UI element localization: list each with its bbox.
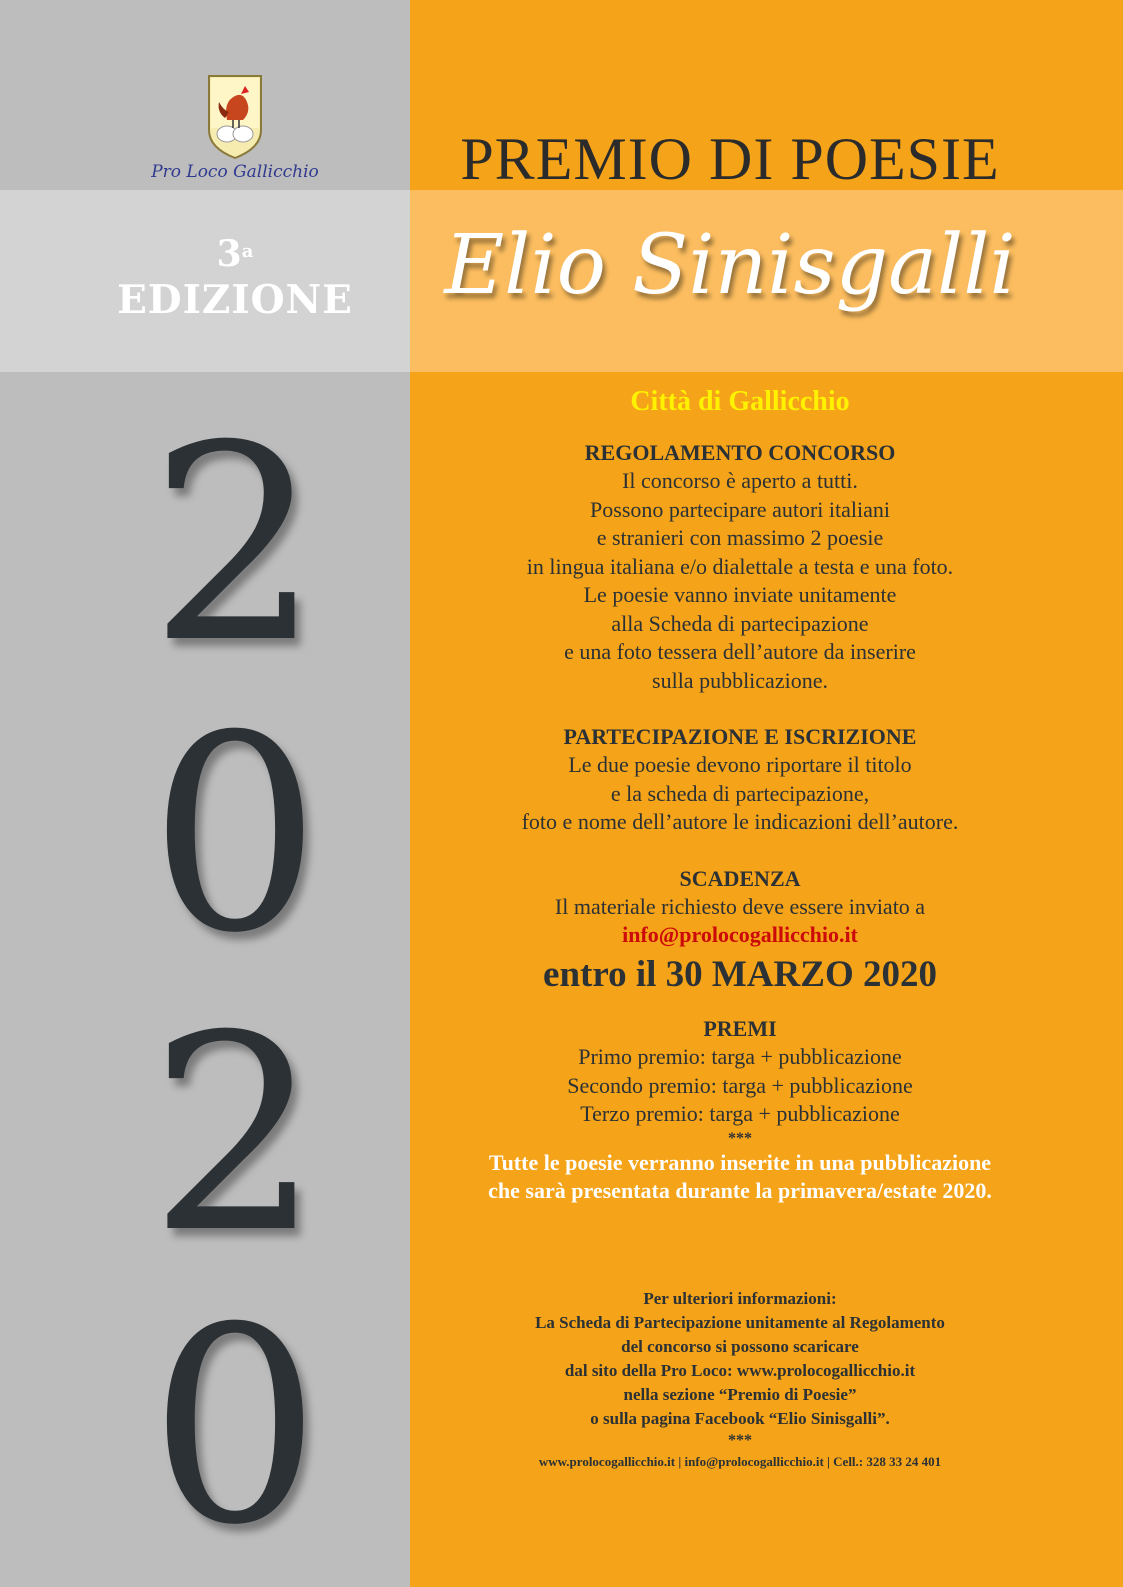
- email-link[interactable]: info@prolocogallicchio.it: [622, 922, 858, 947]
- body-line: e una foto tessera dell’autore da inserire: [564, 639, 916, 664]
- prize-line: Primo premio: targa + pubblicazione: [578, 1044, 902, 1069]
- info-line: del concorso si possono scaricare: [621, 1336, 859, 1356]
- body-line: Possono partecipare autori italiani: [590, 496, 890, 522]
- coat-of-arms-icon: [205, 72, 265, 160]
- prize-line: Secondo premio: targa + pubblicazione: [567, 1072, 913, 1098]
- deadline-text: entro il 30 MARZO 2020: [543, 954, 937, 995]
- poet-name: Elio Sinisgalli: [444, 218, 1016, 313]
- announcement-body: [420, 385, 1060, 1473]
- body-line: e stranieri con massimo 2 poesie: [596, 525, 884, 550]
- info-line: nella sezione “Premio di Poesie”: [623, 1384, 857, 1404]
- publication-note: Tutte le poesie verranno inserite in una pubblicazione: [488, 1149, 992, 1175]
- page-title: PREMIO DI POESIE: [460, 126, 1000, 192]
- pro-loco-logo: [150, 72, 320, 182]
- body-line: Le poesie vanno inviate unitamente: [583, 582, 897, 607]
- prize-line: Terzo premio: targa + pubblicazione: [580, 1101, 900, 1126]
- section-heading: REGOLAMENTO CONCORSO: [584, 440, 896, 465]
- edition-word: EDIZIONE: [117, 277, 353, 323]
- year-digit: 2: [149, 387, 321, 702]
- info-line: La Scheda di Partecipazione unitamente al Regolamento: [535, 1312, 945, 1332]
- body-line: foto e nome dell’autore le indicazioni dell’autore.: [521, 809, 959, 834]
- info-line: dal sito della Pro Loco: www.prolocogallicchio.it: [564, 1360, 916, 1380]
- city-name: Città di Gallicchio: [630, 386, 850, 417]
- year-digit: 0: [149, 677, 321, 992]
- section-heading: PARTECIPAZIONE E ISCRIZIONE: [563, 724, 917, 749]
- body-line: in lingua italiana e/o dialettale a testa e una foto.: [526, 553, 954, 579]
- body-line: Il concorso è aperto a tutti.: [622, 468, 858, 493]
- body-line: sulla pubblicazione.: [652, 667, 828, 693]
- publication-note: che sarà presentata durante la primavera/estate 2020.: [488, 1177, 992, 1203]
- separator: ***: [728, 1129, 752, 1147]
- body-line: e la scheda di partecipazione,: [610, 780, 870, 806]
- info-line: o sulla pagina Facebook “Elio Sinisgalli”.: [590, 1408, 890, 1428]
- section-heading: PREMI: [703, 1016, 777, 1041]
- separator: ***: [728, 1431, 752, 1449]
- year-digit: 0: [149, 1269, 321, 1584]
- section-heading: SCADENZA: [679, 865, 801, 891]
- body-line: Le due poesie devono riportare il titolo: [568, 752, 912, 777]
- footer-contacts: www.prolocogallicchio.it | info@prolocogallicchio.it | Cell.: 328 33 24 401: [538, 1453, 942, 1469]
- year-digit: 2: [149, 977, 321, 1292]
- edition-label: [0, 232, 470, 324]
- body-line: Il materiale richiesto deve essere inviato a: [554, 893, 926, 919]
- edition-number: 3$^a$: [216, 233, 254, 275]
- body-line: alla Scheda di partecipazione: [611, 610, 869, 636]
- info-line: Per ulteriori informazioni:: [643, 1288, 837, 1308]
- logo-caption: Pro Loco Gallicchio: [151, 162, 319, 182]
